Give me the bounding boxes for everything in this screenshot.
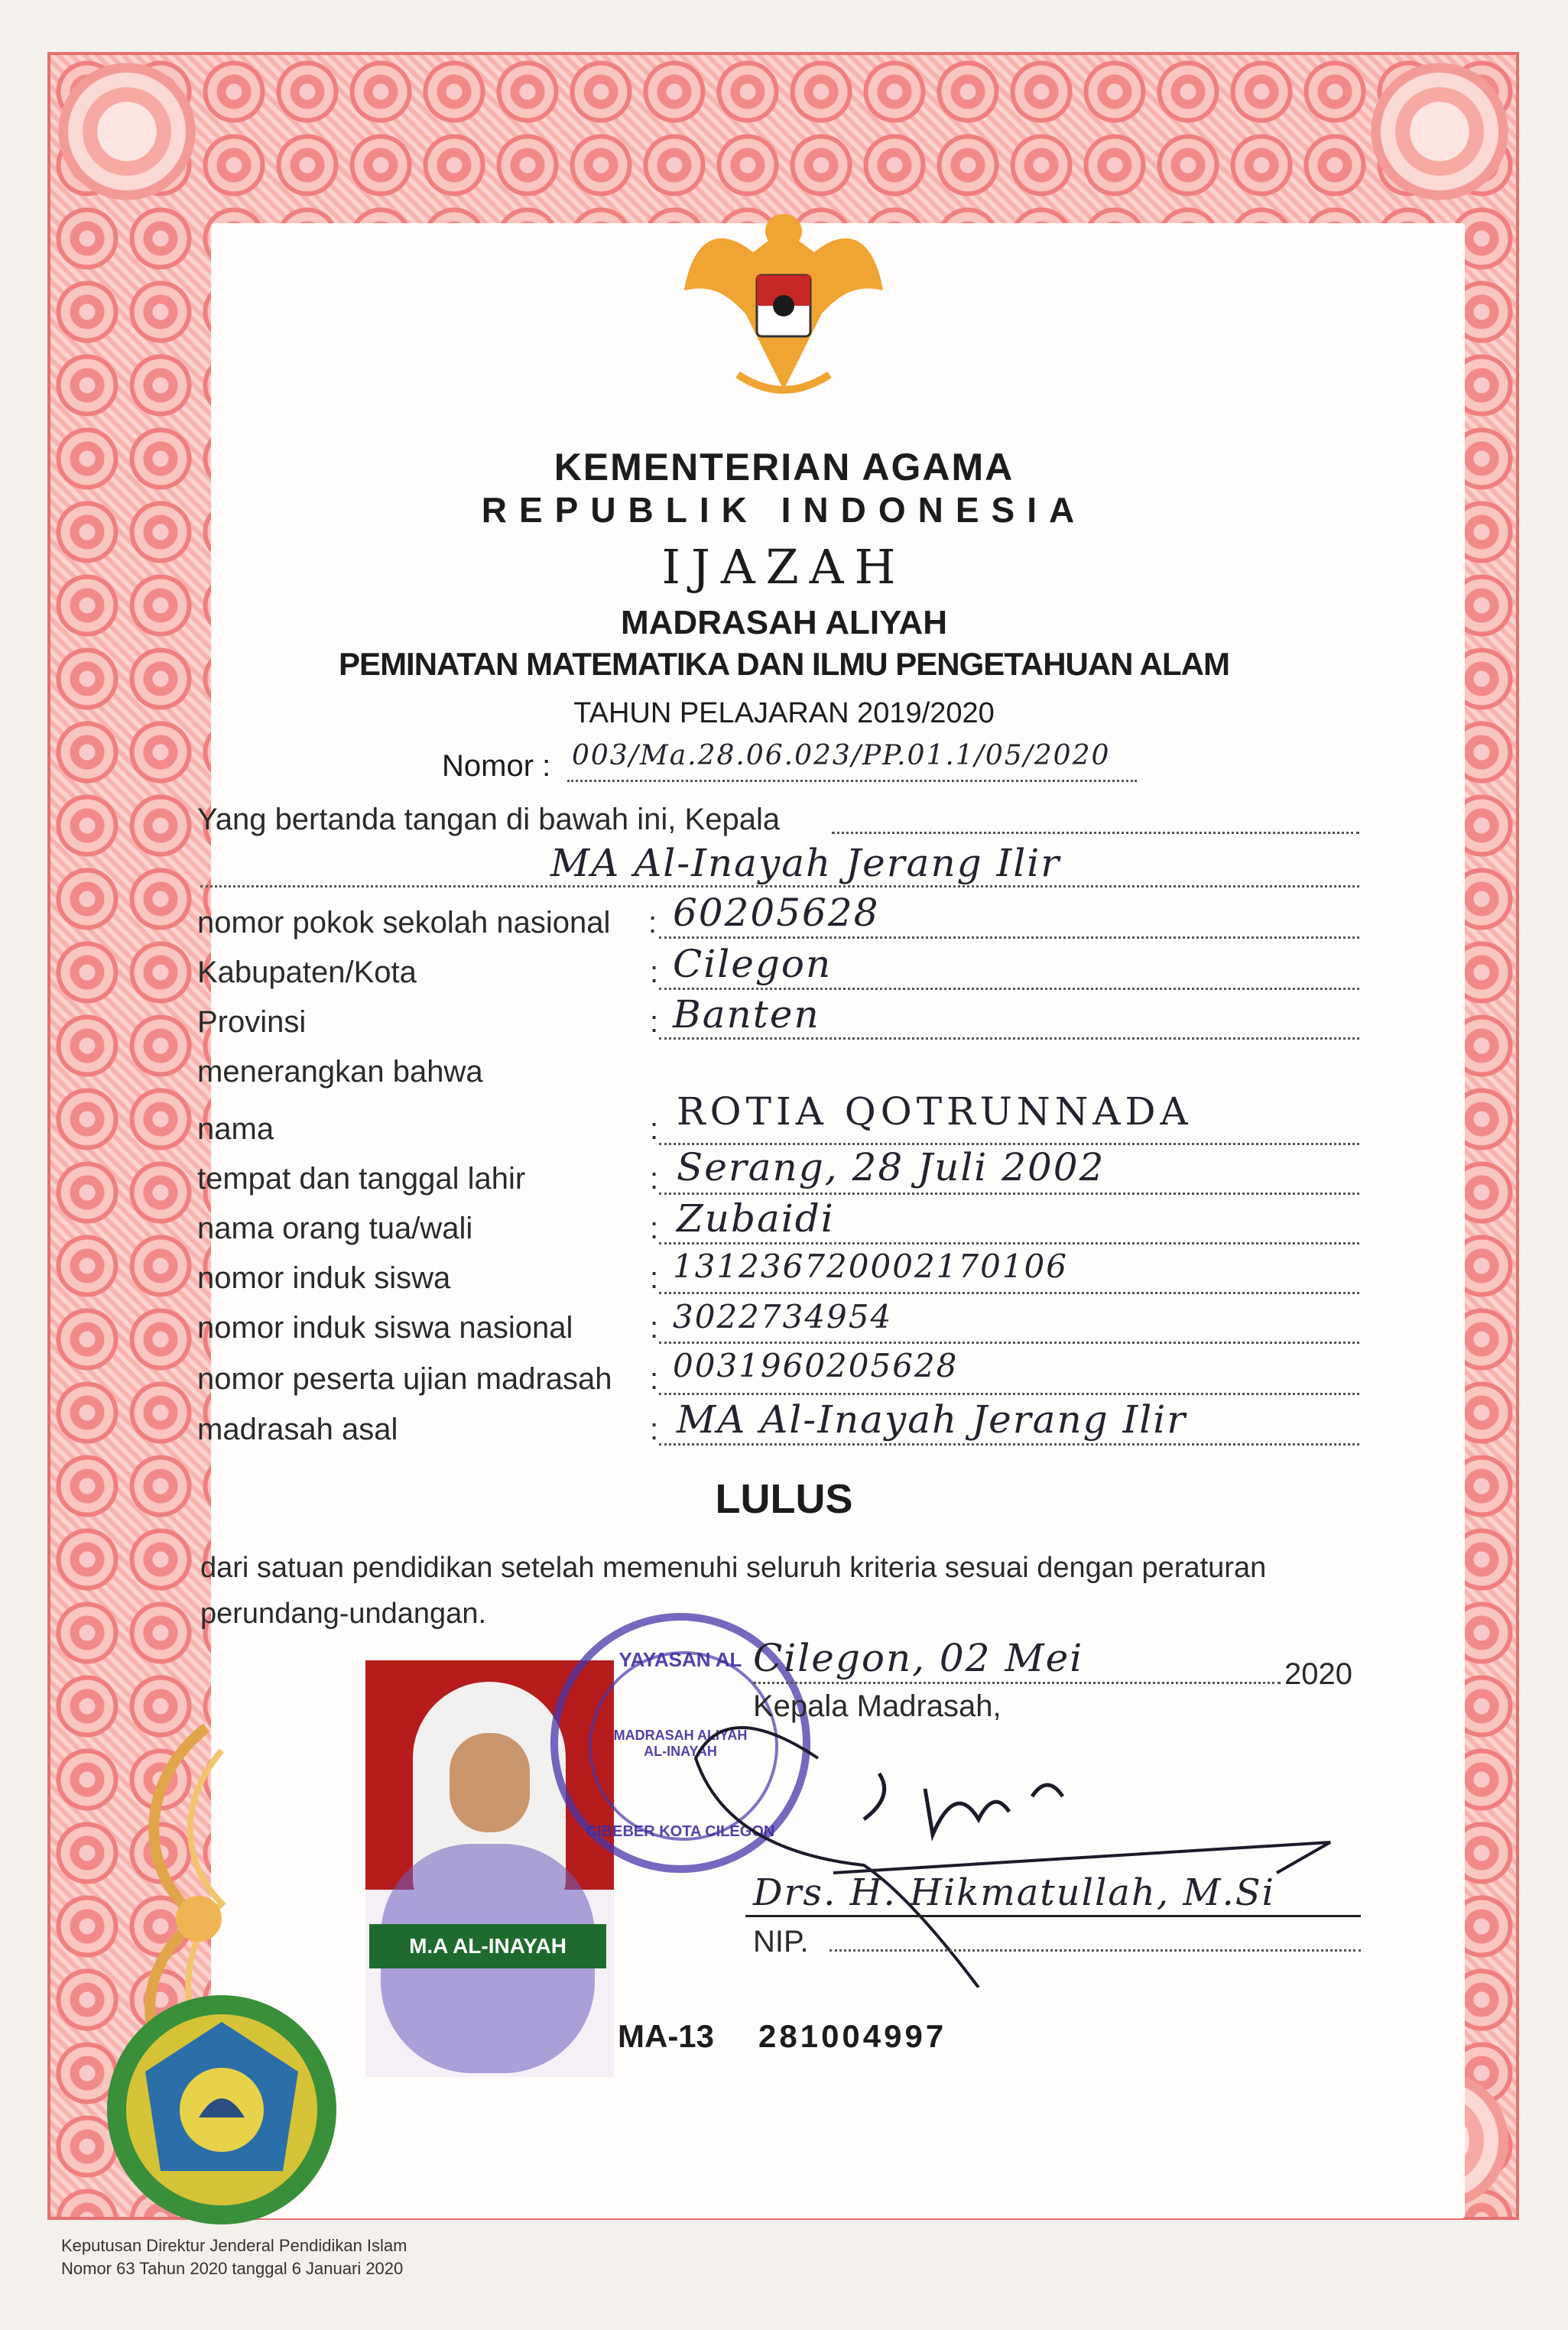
nisn-label: nomor induk siswa nasional xyxy=(197,1311,573,1345)
ministry-title: KEMENTERIAN AGAMA xyxy=(554,446,1014,488)
dotted-line xyxy=(659,1242,1359,1245)
certificate-number: 003/Ma.28.06.023/PP.01.1/05/2020 xyxy=(572,740,1111,771)
program-title: PEMINATAN MATEMATIKA DAN ILMU PENGETAHUAN ALAM xyxy=(339,646,1229,682)
city-label: Kabupaten/Kota xyxy=(197,956,417,989)
result-status: LULUS xyxy=(715,1476,853,1522)
serial-number: 281004997 xyxy=(758,2018,947,2054)
colon: : xyxy=(650,1413,659,1446)
colon: : xyxy=(650,1005,659,1039)
parent-value: Zubaidi xyxy=(677,1196,835,1241)
decree-line-2: Nomor 63 Tahun 2020 tanggal 6 Januari 2020 xyxy=(61,2259,404,2278)
dotted-line xyxy=(659,1393,1359,1395)
birth-label: tempat dan tanggal lahir xyxy=(197,1162,526,1196)
name-label: nama xyxy=(197,1112,274,1146)
signature-line xyxy=(745,1915,1361,1917)
origin-label: madrasah asal xyxy=(197,1413,398,1446)
number-label: Nomor : xyxy=(442,749,551,783)
npsn-label: nomor pokok sekolah nasional xyxy=(197,906,611,939)
nip-label: NIP. xyxy=(753,1925,809,1958)
corner-ornament xyxy=(1371,63,1508,200)
city-value: Cilegon xyxy=(673,942,833,986)
sign-place-date: Cilegon, 02 Mei xyxy=(753,1636,1084,1680)
garuda-emblem-icon xyxy=(669,199,898,413)
hologram-seal-icon xyxy=(99,1988,344,2232)
province-value: Banten xyxy=(673,992,820,1037)
dotted-line xyxy=(567,780,1137,782)
school-type: MADRASAH ALIYAH xyxy=(621,604,947,641)
dotted-line xyxy=(659,936,1359,939)
intro-label: Yang bertanda tangan di bawah ini, Kepala xyxy=(197,803,781,836)
signer-name: Drs. H. Hikmatullah, M.Si xyxy=(753,1871,1275,1914)
origin-value: MA Al-Inayah Jerang Ilir xyxy=(677,1397,1187,1442)
sign-role: Kepala Madrasah, xyxy=(753,1689,1002,1723)
colon: : xyxy=(650,1112,659,1146)
decree-line-1: Keputusan Direktur Jenderal Pendidikan Islam xyxy=(61,2236,407,2255)
exam-value: 0031960205628 xyxy=(673,1347,959,1384)
parent-label: nama orang tua/wali xyxy=(197,1212,473,1245)
dotted-line xyxy=(200,885,1359,888)
colon: : xyxy=(650,956,659,989)
colon: : xyxy=(650,1261,659,1295)
nisn-value: 3022734954 xyxy=(673,1298,893,1335)
document-title: IJAZAH xyxy=(661,539,907,595)
corner-ornament xyxy=(58,63,196,200)
birth-value: Serang, 28 Juli 2002 xyxy=(677,1145,1105,1189)
dotted-line xyxy=(659,1342,1359,1344)
school-name: MA Al-Inayah Jerang Ilir xyxy=(550,841,1061,885)
dotted-line xyxy=(659,988,1359,990)
stamp-bottom-text: CIBEBER KOTA CILEGON xyxy=(586,1823,775,1840)
dotted-line xyxy=(659,1037,1359,1040)
colon: : xyxy=(650,1311,659,1345)
photo-banner: M.A AL-INAYAH xyxy=(369,1924,606,1968)
dotted-line xyxy=(829,1949,1361,1952)
school-year: TAHUN PELAJARAN 2019/2020 xyxy=(573,697,995,729)
dotted-line xyxy=(659,1292,1359,1294)
student-name: ROTIA QOTRUNNADA xyxy=(677,1089,1193,1134)
serial-code: MA-13 xyxy=(618,2018,715,2054)
republic-title: REPUBLIK INDONESIA xyxy=(481,490,1087,530)
statement-line-1: dari satuan pendidikan setelah memenuhi seluruh kriteria sesuai dengan peraturan xyxy=(200,1552,1267,1584)
stamp-middle-text: MADRASAH ALIYAH AL-INAYAH xyxy=(613,1728,748,1759)
province-label: Provinsi xyxy=(197,1005,307,1039)
dotted-line xyxy=(659,1443,1359,1446)
declare-label: menerangkan bahwa xyxy=(197,1055,483,1089)
dotted-line xyxy=(659,1193,1359,1195)
colon: : xyxy=(650,1162,659,1196)
colon: : xyxy=(648,906,657,939)
nis-value: 131236720002170106 xyxy=(673,1248,1068,1285)
npsn-value: 60205628 xyxy=(673,891,880,935)
exam-label: nomor peserta ujian madrasah xyxy=(197,1362,612,1396)
nis-label: nomor induk siswa xyxy=(197,1261,451,1295)
colon: : xyxy=(650,1212,659,1245)
sign-year: 2020 xyxy=(1284,1657,1352,1691)
dotted-line xyxy=(832,832,1359,834)
stamp-top-text: YAYASAN AL xyxy=(618,1648,742,1671)
colon: : xyxy=(650,1362,659,1396)
statement-line-2: perundang-undangan. xyxy=(200,1598,487,1630)
